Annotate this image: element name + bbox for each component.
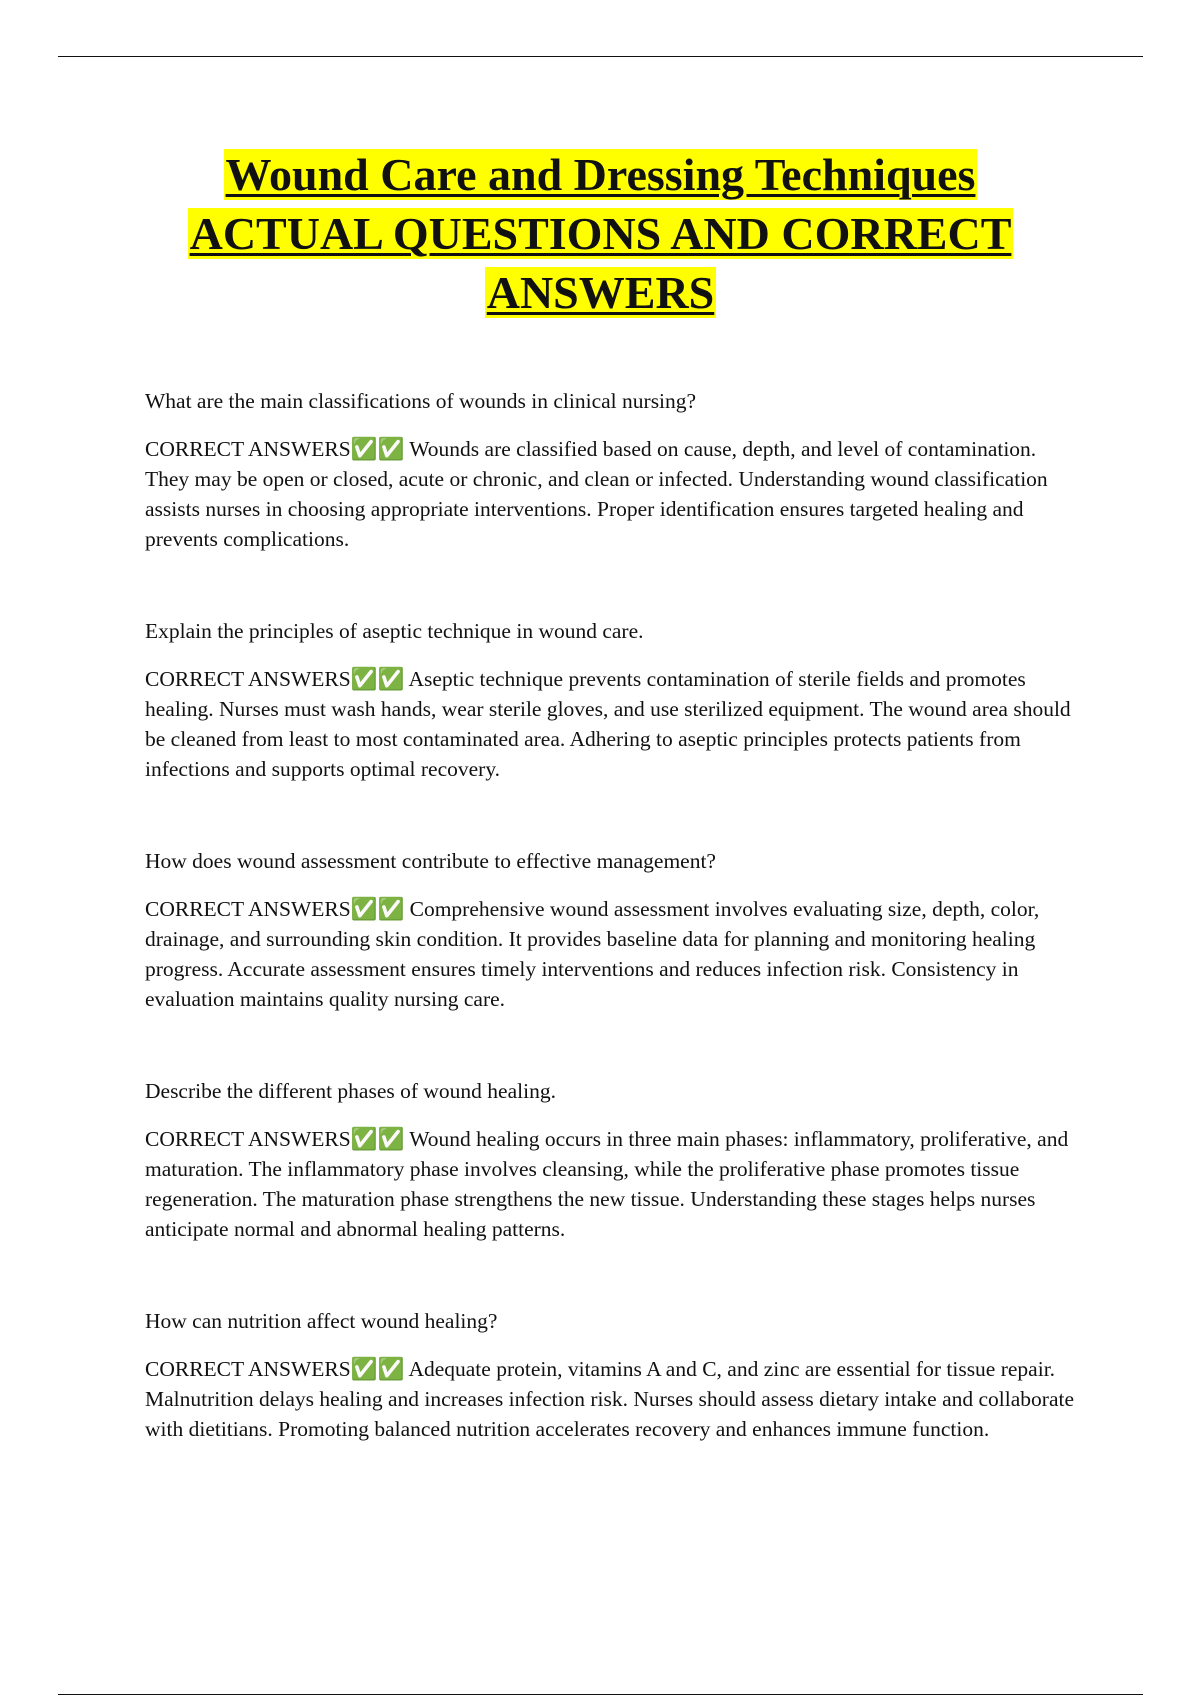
qa-list	[145, 386, 1075, 1506]
question-text: How can nutrition affect wound healing?	[145, 1309, 498, 1333]
answer-paragraph	[145, 1354, 1075, 1444]
qa-item-1	[145, 386, 1075, 554]
answer-prefix: CORRECT ANSWERS✅✅	[145, 667, 405, 691]
qa-item-4	[145, 1076, 1075, 1244]
title-line-1	[58, 145, 1143, 204]
answer-prefix: CORRECT ANSWERS✅✅	[145, 897, 405, 921]
answer-text: Comprehensive wound assessment involves evaluating size, depth, color, drainage, and surrounding skin condition. It provides baseline data for planning and monitoring healing progress. Accurate assessment ensures timely interventions and reduces infection risk. Consistency in evaluation maintains quality nursing care.	[145, 897, 1040, 1011]
answer-prefix: CORRECT ANSWERS✅✅	[145, 437, 405, 461]
answer-paragraph	[145, 894, 1075, 1014]
answer-text: Adequate protein, vitamins A and C, and zinc are essential for tissue repair. Malnutrition delays healing and increases infection risk. Nurses should assess dietary intake and collaborate with dietitians. Promoting balanced nutrition accelerates recovery and enhances immune function.	[145, 1357, 1075, 1441]
title-line-2	[58, 204, 1143, 263]
answer-paragraph	[145, 664, 1075, 784]
qa-item-3	[145, 846, 1075, 1014]
question-text: What are the main classifications of wounds in clinical nursing?	[145, 389, 697, 413]
document-title	[58, 145, 1143, 322]
answer-prefix: CORRECT ANSWERS✅✅	[145, 1127, 405, 1151]
question-text: How does wound assessment contribute to effective management?	[145, 849, 716, 873]
question-text: Explain the principles of aseptic technique in wound care.	[145, 619, 644, 643]
qa-item-2	[145, 616, 1075, 784]
answer-paragraph	[145, 1124, 1075, 1244]
title-highlight-3: ANSWERS	[486, 267, 715, 318]
title-highlight-2: ACTUAL QUESTIONS AND CORRECT	[189, 208, 1012, 259]
answer-text: Wound healing occurs in three main phases: inflammatory, proliferative, and maturation. The inflammatory phase involves cleansing, while the proliferative phase promotes tissue regeneration. The maturation phase strengthens the new tissue. Understanding these stages helps nurses anticipate normal and abnormal healing patterns.	[145, 1127, 1069, 1241]
qa-item-5	[145, 1306, 1075, 1444]
title-line-3	[58, 263, 1143, 322]
answer-paragraph	[145, 434, 1075, 554]
answer-text: Aseptic technique prevents contamination of sterile fields and promotes healing. Nurses must wash hands, wear sterile gloves, and use sterilized equipment. The wound area should be cleaned from least to most contaminated area. Adhering to aseptic principles protects patients from infections and supports optimal recovery.	[145, 667, 1071, 781]
bottom-rule	[58, 1694, 1143, 1695]
top-rule	[58, 56, 1143, 57]
answer-text: Wounds are classified based on cause, depth, and level of contamination. They may be open or closed, acute or chronic, and clean or infected. Understanding wound classification assists nurses in choosing appropriate interventions. Proper identification ensures targeted healing and prevents complications.	[145, 437, 1048, 551]
answer-prefix: CORRECT ANSWERS✅✅	[145, 1357, 405, 1381]
title-highlight-1: Wound Care and Dressing Techniques	[225, 149, 976, 200]
question-text: Describe the different phases of wound healing.	[145, 1079, 556, 1103]
